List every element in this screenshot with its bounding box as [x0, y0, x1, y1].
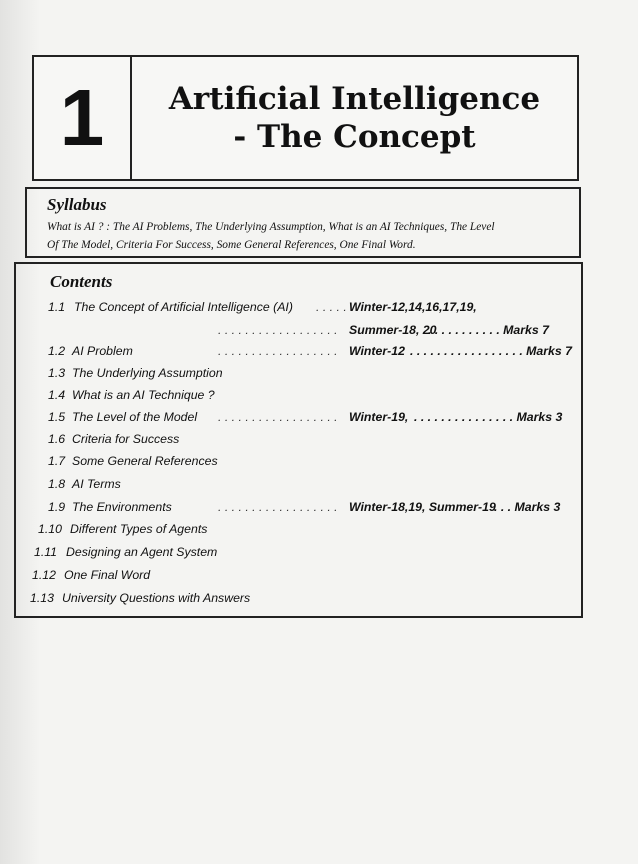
- contents-item: [48, 410, 576, 428]
- contents-item-title: Criteria for Success: [72, 432, 180, 446]
- contents-item-exam-ref: Summer-18, 20: [349, 323, 437, 337]
- contents-item-leader: . . . . . . . . . . . . . . . . . .: [218, 410, 338, 424]
- contents-item: [38, 522, 576, 540]
- contents-item-number: 1.13: [30, 591, 54, 605]
- contents-item-leader: . . . . . . . . . . . . . . . . . .: [218, 323, 338, 337]
- contents-item-number: 1.10: [38, 522, 62, 536]
- contents-item-title: The Concept of Artificial Intelligence (AI): [74, 300, 293, 314]
- contents-item: [32, 568, 576, 586]
- contents-item-number: 1.9: [48, 500, 66, 514]
- contents-item: [48, 432, 576, 450]
- contents-item-number: 1.11: [34, 545, 58, 559]
- chapter-title-line-2: - The Concept: [233, 119, 476, 155]
- contents-item-number: 1.6: [48, 432, 66, 446]
- contents-item: [34, 545, 576, 563]
- contents-item-title: Designing an Agent System: [66, 545, 218, 559]
- contents-item-title: AI Terms: [72, 477, 121, 491]
- syllabus-line-2: Of The Model, Criteria For Success, Some General References, One Final Word.: [47, 239, 416, 251]
- contents-item: [48, 454, 576, 472]
- contents-item-exam-ref: Winter-12: [349, 344, 405, 358]
- contents-item-number: 1.8: [48, 477, 66, 491]
- contents-item-number: 1.3: [48, 366, 66, 380]
- contents-item-title: University Questions with Answers: [62, 591, 251, 605]
- contents-item-title: The Level of the Model: [72, 410, 198, 424]
- contents-item-marks: . . . . . . . . . . . Marks 7: [428, 323, 549, 337]
- contents-item: [48, 477, 576, 495]
- contents-item-title: The Underlying Assumption: [72, 366, 223, 380]
- contents-item-exam-ref: Winter-18,19, Summer-19: [349, 500, 496, 514]
- contents-item-number: 1.5: [48, 410, 66, 424]
- contents-item-title: What is an AI Technique ?: [72, 388, 215, 402]
- contents-item-number: 1.7: [48, 454, 66, 468]
- contents-item-number: 1.12: [32, 568, 56, 582]
- chapter-title: [132, 57, 577, 179]
- contents-item: [48, 323, 576, 341]
- contents-item-title: AI Problem: [72, 344, 133, 358]
- contents-item-leader: . . . . . . . . . . . . . . . . . .: [218, 344, 338, 358]
- contents-item: [48, 500, 576, 518]
- contents-item-marks: . . . . . . . . . . . . . . . Marks 3: [414, 410, 563, 424]
- contents-item: [48, 366, 576, 384]
- syllabus-heading: Syllabus: [47, 195, 107, 214]
- contents-item-leader: . . . . . . . . . . . . . . . . . .: [218, 500, 338, 514]
- contents-item-title: The Environments: [72, 500, 172, 514]
- contents-item-title: One Final Word: [64, 568, 151, 582]
- contents-item-number: 1.1: [48, 300, 66, 314]
- contents-item-exam-ref: Winter-19,: [349, 410, 409, 424]
- contents-item-marks: . . . Marks 3: [494, 500, 561, 514]
- contents-item: [48, 388, 576, 406]
- contents-item: [48, 344, 576, 362]
- contents-heading: Contents: [50, 272, 113, 291]
- chapter-number: 1: [34, 57, 132, 179]
- contents-item-leader: . . . . .: [316, 300, 347, 314]
- contents-item-marks: . . . . . . . . . . . . . . . . . Marks 7: [410, 344, 572, 358]
- contents-item: [48, 300, 576, 318]
- contents-item-number: 1.2: [48, 344, 66, 358]
- contents-item-exam-ref: Winter-12,14,16,17,19,: [349, 300, 477, 314]
- syllabus-box: [25, 187, 581, 258]
- chapter-title-line-1: Artificial Intelligence: [168, 81, 541, 117]
- contents-box: [14, 262, 583, 618]
- contents-item-title: Some General References: [72, 454, 218, 468]
- contents-item-title: Different Types of Agents: [70, 522, 208, 536]
- syllabus-line-1: What is AI ? : The AI Problems, The Underlying Assumption, What is an AI Techniques, The Level: [47, 221, 495, 233]
- contents-item-number: 1.4: [48, 388, 66, 402]
- chapter-title-box: [32, 55, 579, 181]
- contents-item: [30, 591, 576, 609]
